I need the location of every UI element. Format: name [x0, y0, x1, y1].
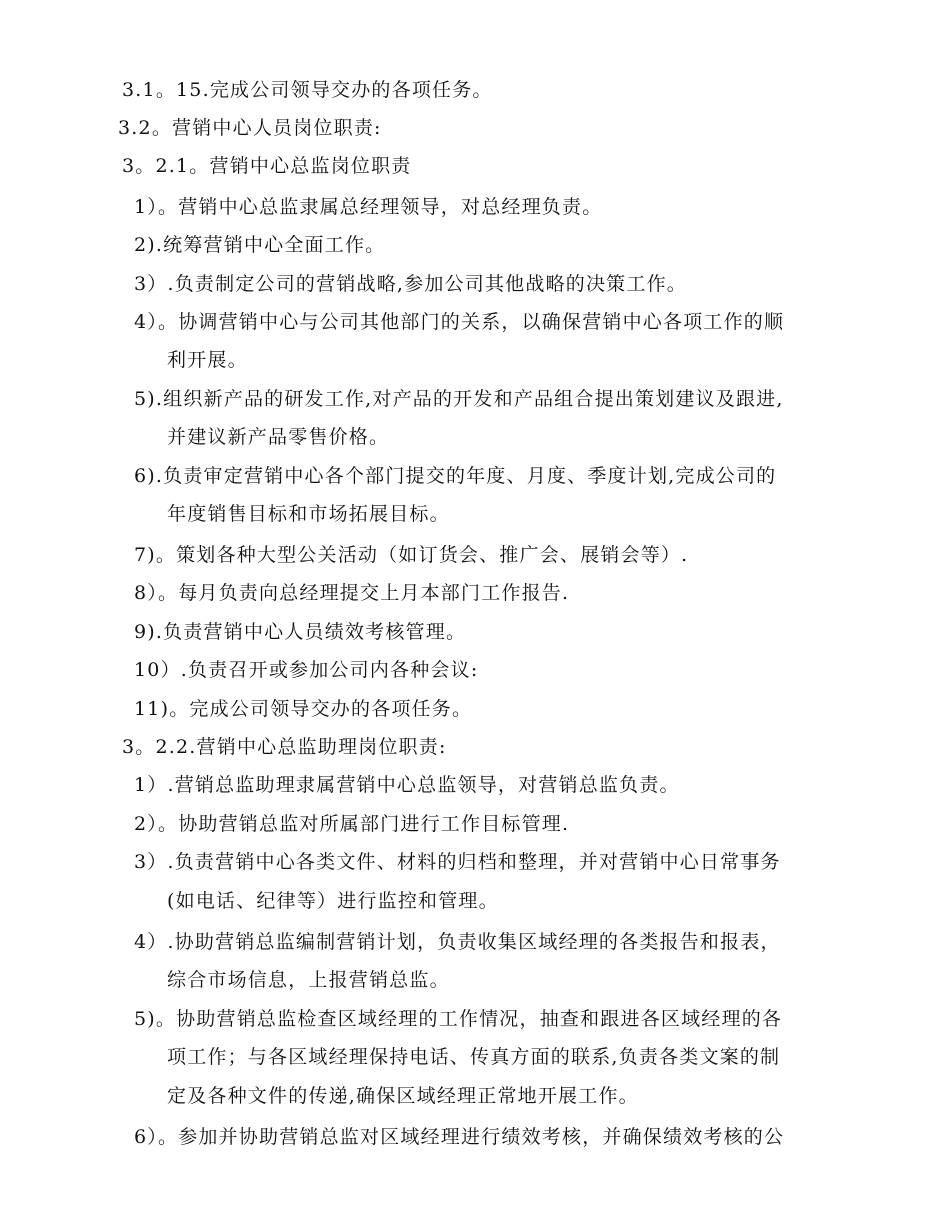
list-item: 2）。协助营销总监对所属部门进行工作目标管理.	[134, 813, 570, 835]
list-item: 3）.负责营销中心各类文件、材料的归档和整理，并对营销中心日常事务	[134, 851, 781, 873]
list-item: 11)。完成公司领导交办的各项任务。	[134, 698, 473, 720]
list-item-continuation: 并建议新产品零售价格。	[167, 426, 390, 448]
section-heading: 3.2。营销中心人员岗位职责:	[118, 117, 382, 139]
list-item: 3）.负责制定公司的营销战略,参加公司其他战略的决策工作。	[134, 273, 687, 295]
list-item: 4）。协调营销中心与公司其他部门的关系，以确保营销中心各项工作的顺	[134, 311, 785, 333]
list-item: 5)。协助营销总监检查区域经理的工作情况，抽查和跟进各区域经理的各	[134, 1008, 783, 1030]
list-item: 6).负责审定营销中心各个部门提交的年度、月度、季度计划,完成公司的	[134, 465, 777, 487]
list-item: 9).负责营销中心人员绩效考核管理。	[134, 621, 467, 643]
list-item-continuation: 定及各种文件的传递,确保区域经理正常地开展工作。	[167, 1085, 639, 1107]
list-item-continuation: 综合市场信息，上报营销总监。	[167, 969, 450, 991]
list-item-continuation: 项工作；与各区域经理保持电话、传真方面的联系,负责各类文案的制	[167, 1046, 781, 1068]
subsection-heading: 3。2.2.营销中心总监助理岗位职责:	[122, 736, 447, 758]
list-item-continuation: (如电话、纪律等）进行监控和管理。	[167, 890, 499, 912]
text-line: 3.1。15.完成公司领导交办的各项任务。	[122, 79, 493, 101]
list-item: 8）。每月负责向总经理提交上月本部门工作报告.	[134, 582, 570, 604]
list-item: 4）.协助营销总监编制营销计划，负责收集区域经理的各类报告和报表，	[134, 931, 781, 953]
list-item: 5).组织新产品的研发工作,对产品的开发和产品组合提出策划建议及跟进,	[134, 388, 784, 410]
list-item-continuation: 年度销售目标和市场拓展目标。	[167, 503, 450, 525]
list-item: 7)。策划各种大型公关活动（如订货会、推广会、展销会等）.	[134, 544, 689, 566]
list-item-continuation: 利开展。	[167, 349, 248, 371]
list-item: 1）。营销中心总监隶属总经理领导，对总经理负责。	[134, 196, 603, 218]
list-item: 6）。参加并协助营销总监对区域经理进行绩效考核，并确保绩效考核的公	[134, 1126, 785, 1148]
list-item: 2).统筹营销中心全面工作。	[134, 234, 386, 256]
list-item: 10）.负责召开或参加公司内各种会议:	[134, 659, 479, 681]
list-item: 1）.营销总监助理隶属营销中心总监领导，对营销总监负责。	[134, 774, 680, 796]
subsection-heading: 3。2.1。营销中心总监岗位职责	[122, 155, 412, 177]
